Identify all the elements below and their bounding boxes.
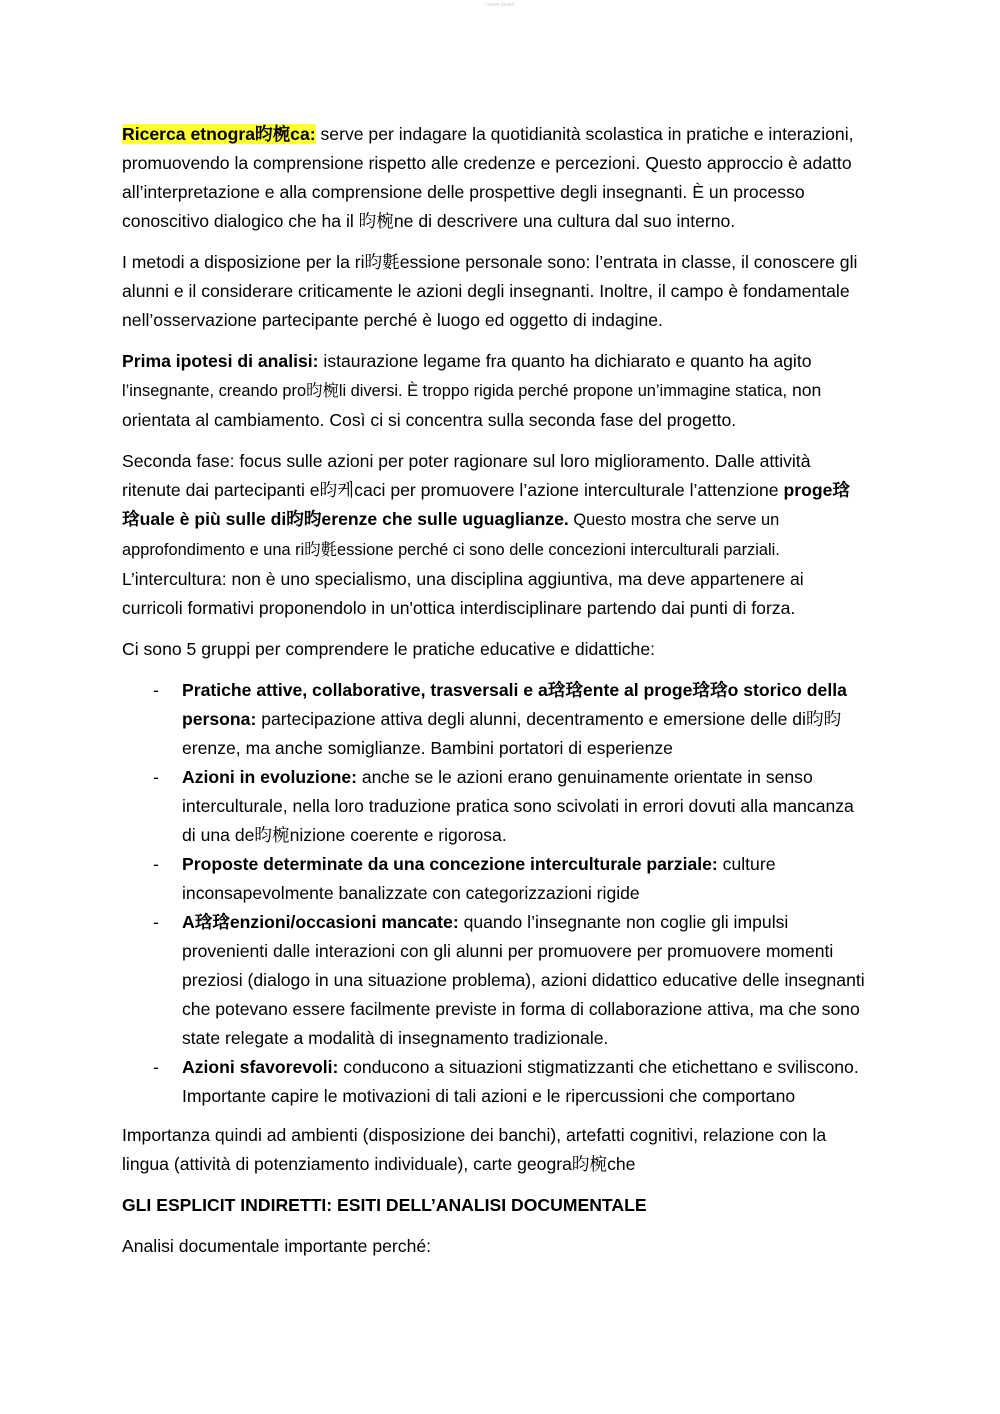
list-item <box>122 850 867 908</box>
list-item-label: Proposte determinate da una concezione interculturale parziale: <box>182 854 718 874</box>
list-item-label: Azioni sfavorevoli: <box>182 1057 339 1077</box>
paragraph-text-small: Questo mostra che serve un approfondimento e una ri昀氀essione perché ci sono delle concezioni interculturali parziali. <box>122 511 780 559</box>
dash-bullet: - <box>153 680 159 700</box>
dash-bullet: - <box>153 1057 159 1077</box>
list-item-text: quando l’insegnante non coglie gli impulsi provenienti dalle interazioni con gli alunni per promuovere per promuovere momenti preziosi (dialogo in una situazione problema), azioni didattico educative delle insegnanti che potevano essere facilmente previste in forma di collaborazione attiva, ma che sono state relegate a modalità di insegnamento tradizionale. <box>182 912 865 1048</box>
dash-bullet: - <box>153 912 159 932</box>
paragraph-text: non orientata al cambiamento. Così ci si concentra sulla seconda fase del progetto. <box>122 380 822 430</box>
paragraph-text: istaurazione legame fra quanto ha dichiarato e quanto ha agito <box>318 351 812 371</box>
list-item-label: Pratiche attive, collaborative, trasversali e a琀琀ente al proge琀琀o storico della persona: <box>182 680 847 729</box>
paragraph-importanza: Importanza quindi ad ambienti (disposizione dei banchi), artefatti cognitivi, relazione con la lingua (attività di potenziamento individuale), carte geogra昀椀che <box>122 1125 827 1174</box>
list-item-label: Azioni in evoluzione: <box>182 767 357 787</box>
paragraph-text: serve per indagare la quotidianità scolastica in pratiche e interazioni, promuovendo la comprensione rispetto alle credenze e percezioni. Questo approccio è adatto all’interpretazione e alla comprensione delle prospettive degli insegnanti. È un processo conoscitivo dialogico che ha il 昀椀ne di descrivere una cultura dal suo interno. <box>122 124 854 231</box>
paragraph-text-small: l’insegnante, creando pro昀椀li diversi. È troppo rigida perché propone un’immagine statica, <box>122 382 788 400</box>
paragraph-seconda-fase <box>122 447 867 623</box>
paragraph-text: Seconda fase: focus sulle azioni per poter ragionare sul loro miglioramento. Dalle attività ritenute dai partecipanti e昀케caci per promuovere l’azione interculturale l’attenzione <box>122 451 811 500</box>
paragraph-metodi: I metodi a disposizione per la ri昀氀essione personale sono: l’entrata in classe, il conoscere gli alunni e il considerare criticamente le azioni degli insegnanti. Inoltre, il campo è fondamentale nell’osservazione partecipante perché è luogo ed oggetto di indagine. <box>122 252 858 330</box>
paragraph-gruppi-intro: Ci sono 5 gruppi per comprendere le pratiche educative e didattiche: <box>122 639 656 659</box>
paragraph-analisi-documentale: Analisi documentale importante perché: <box>122 1236 432 1256</box>
list-item-text: culture inconsapevolmente banalizzate con categorizzazioni rigide <box>182 854 776 903</box>
groups-list <box>122 676 867 1111</box>
list-item-text: conducono a situazioni stigmatizzanti che etichettano e sviliscono. Importante capire le motivazioni di tali azioni e le ripercussioni che comportano <box>182 1057 859 1106</box>
highlighted-term: Ricerca etnogra昀椀ca: <box>122 124 316 144</box>
paragraph-text: L’intercultura: non è uno specialismo, una disciplina aggiuntiva, ma deve appartenere ai curricoli formativi proponendolo in un'ottica interdisciplinare partendo dai punti di forza. <box>122 569 804 618</box>
paragraph-prima-ipotesi <box>122 347 867 435</box>
list-item <box>122 763 867 850</box>
bold-term: proge琀琀uale è più sulle di昀昀erenze che sulle uguaglianze. <box>122 480 850 529</box>
list-item <box>122 908 867 1053</box>
list-item-text: partecipazione attiva degli alunni, decentramento e emersione delle di昀昀erenze, ma anche somiglianze. Bambini portatori di esperienze <box>182 709 842 758</box>
list-item <box>122 1053 867 1111</box>
dash-bullet: - <box>153 767 159 787</box>
list-item-label: A琀琀enzioni/occasioni mancate: <box>182 912 459 932</box>
bold-term: Prima ipotesi di analisi: <box>122 351 319 371</box>
section-heading: GLI ESPLICIT INDIRETTI: ESITI DELL’ANALISI DOCUMENTALE <box>122 1195 647 1215</box>
document-page <box>122 120 867 1273</box>
paragraph-ricerca-etnografica <box>122 120 867 236</box>
list-item-text: anche se le azioni erano genuinamente orientate in senso interculturale, nella loro traduzione pratica sono scivolati in errori dovuti alla mancanza di una de昀椀nizione coerente e rigorosa. <box>182 767 854 845</box>
dash-bullet: - <box>153 854 159 874</box>
watermark-text: Lorem Ipsum <box>485 2 515 8</box>
list-item <box>122 676 867 763</box>
